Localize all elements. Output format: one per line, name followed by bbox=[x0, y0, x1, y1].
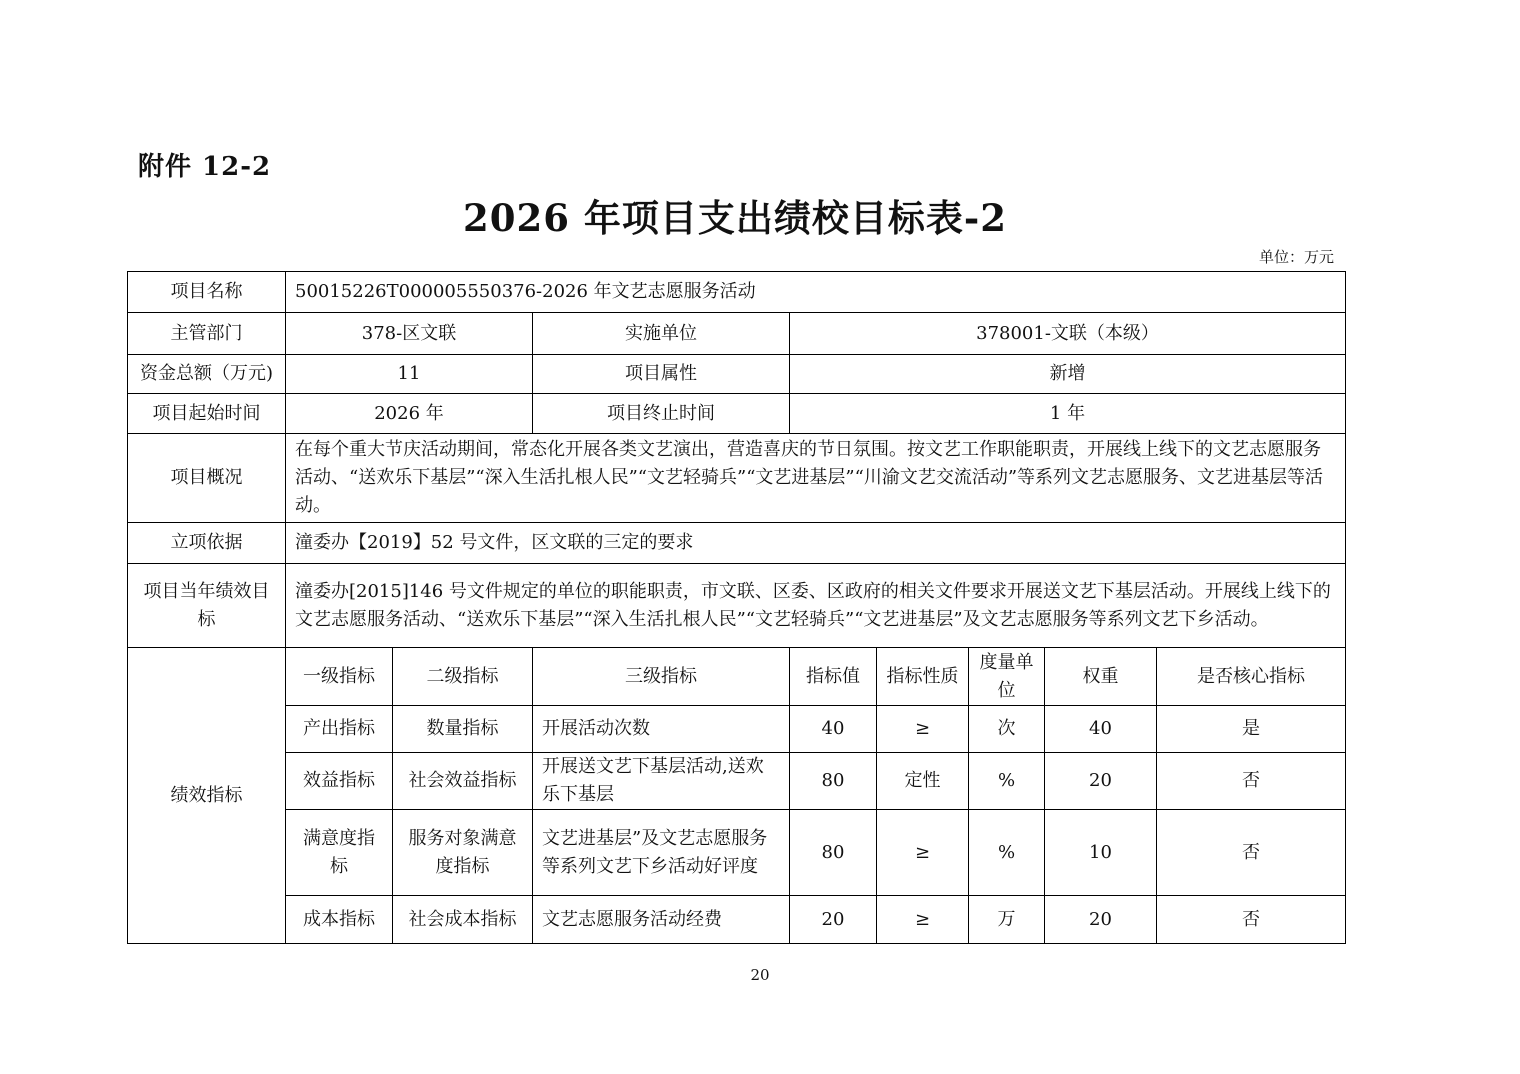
project-name-label: 项目名称 bbox=[128, 272, 286, 313]
level1-cell: 成本指标 bbox=[286, 896, 393, 944]
weight-cell: 20 bbox=[1045, 896, 1157, 944]
value-cell: 40 bbox=[790, 706, 877, 753]
annual-goal-value: 潼委办[2015]146 号文件规定的单位的职能职责，市文联、区委、区政府的相关文件要求开展送文艺下基层活动。开展线上线下的文艺志愿服务活动、“送欢乐下基层”“深入生活扎根人民”“文艺轻骑兵”“文艺进基层”及文艺志愿服务等系列文艺下乡活动。 bbox=[286, 564, 1346, 648]
attr-label: 项目属性 bbox=[533, 355, 790, 394]
start-time-label: 项目起始时间 bbox=[128, 394, 286, 434]
level2-cell: 服务对象满意度指标 bbox=[393, 810, 533, 896]
weight-cell: 10 bbox=[1045, 810, 1157, 896]
page-number: 20 bbox=[750, 966, 770, 984]
table-row bbox=[128, 896, 1346, 944]
header-unit: 度量单位 bbox=[969, 648, 1045, 706]
header-level2: 二级指标 bbox=[393, 648, 533, 706]
overview-value: 在每个重大节庆活动期间，常态化开展各类文艺演出，营造喜庆的节日氛围。按文艺工作职能职责，开展线上线下的文艺志愿服务活动、“送欢乐下基层”“深入生活扎根人民”“文艺轻骑兵”“文艺进基层”“川渝文艺交流活动”等系列文艺志愿服务、文艺进基层等活动。 bbox=[286, 434, 1346, 523]
level3-cell: 开展送文艺下基层活动,送欢乐下基层 bbox=[533, 753, 790, 810]
page-title: 2026 年项目支出绩校目标表-2 bbox=[463, 196, 1007, 240]
core-cell: 否 bbox=[1157, 753, 1346, 810]
overview-label: 项目概况 bbox=[128, 434, 286, 523]
fund-label: 资金总额（万元) bbox=[128, 355, 286, 394]
project-name-value: 50015226T000005550376-2026 年文艺志愿服务活动 bbox=[286, 272, 1346, 313]
level2-cell: 社会成本指标 bbox=[393, 896, 533, 944]
unit-cell: % bbox=[969, 810, 1045, 896]
start-time-value: 2026 年 bbox=[286, 394, 533, 434]
attachment-label: 附件 12-2 bbox=[138, 152, 272, 182]
value-cell: 20 bbox=[790, 896, 877, 944]
core-cell: 是 bbox=[1157, 706, 1346, 753]
level1-cell: 满意度指标 bbox=[286, 810, 393, 896]
level2-cell: 数量指标 bbox=[393, 706, 533, 753]
header-value: 指标值 bbox=[790, 648, 877, 706]
core-cell: 否 bbox=[1157, 810, 1346, 896]
nature-cell: 定性 bbox=[877, 753, 969, 810]
impl-unit-label: 实施单位 bbox=[533, 313, 790, 355]
header-weight: 权重 bbox=[1045, 648, 1157, 706]
basis-value: 潼委办【2019】52 号文件，区文联的三定的要求 bbox=[286, 523, 1346, 564]
level2-cell: 社会效益指标 bbox=[393, 753, 533, 810]
level3-cell: 文艺志愿服务活动经费 bbox=[533, 896, 790, 944]
table-row bbox=[128, 706, 1346, 753]
impl-unit-value: 378001-文联（本级） bbox=[790, 313, 1346, 355]
header-level3: 三级指标 bbox=[533, 648, 790, 706]
end-time-label: 项目终止时间 bbox=[533, 394, 790, 434]
nature-cell: ≥ bbox=[877, 706, 969, 753]
unit-cell: % bbox=[969, 753, 1045, 810]
fund-value: 11 bbox=[286, 355, 533, 394]
nature-cell: ≥ bbox=[877, 896, 969, 944]
weight-cell: 40 bbox=[1045, 706, 1157, 753]
unit-cell: 万 bbox=[969, 896, 1045, 944]
table-row bbox=[128, 753, 1346, 810]
annual-goal-label: 项目当年绩效目标 bbox=[128, 564, 286, 648]
unit-cell: 次 bbox=[969, 706, 1045, 753]
level3-cell: 文艺进基层”及文艺志愿服务等系列文艺下乡活动好评度 bbox=[533, 810, 790, 896]
nature-cell: ≥ bbox=[877, 810, 969, 896]
basis-label: 立项依据 bbox=[128, 523, 286, 564]
level1-cell: 效益指标 bbox=[286, 753, 393, 810]
attr-value: 新增 bbox=[790, 355, 1346, 394]
dept-label: 主管部门 bbox=[128, 313, 286, 355]
performance-goal-table bbox=[127, 271, 1346, 944]
level3-cell: 开展活动次数 bbox=[533, 706, 790, 753]
level1-cell: 产出指标 bbox=[286, 706, 393, 753]
end-time-value: 1 年 bbox=[790, 394, 1346, 434]
core-cell: 否 bbox=[1157, 896, 1346, 944]
header-core: 是否核心指标 bbox=[1157, 648, 1346, 706]
value-cell: 80 bbox=[790, 753, 877, 810]
header-level1: 一级指标 bbox=[286, 648, 393, 706]
unit-label: 单位：万元 bbox=[1258, 248, 1334, 266]
dept-value: 378-区文联 bbox=[286, 313, 533, 355]
perf-indicator-label: 绩效指标 bbox=[128, 648, 286, 944]
table-row bbox=[128, 810, 1346, 896]
value-cell: 80 bbox=[790, 810, 877, 896]
weight-cell: 20 bbox=[1045, 753, 1157, 810]
header-nature: 指标性质 bbox=[877, 648, 969, 706]
